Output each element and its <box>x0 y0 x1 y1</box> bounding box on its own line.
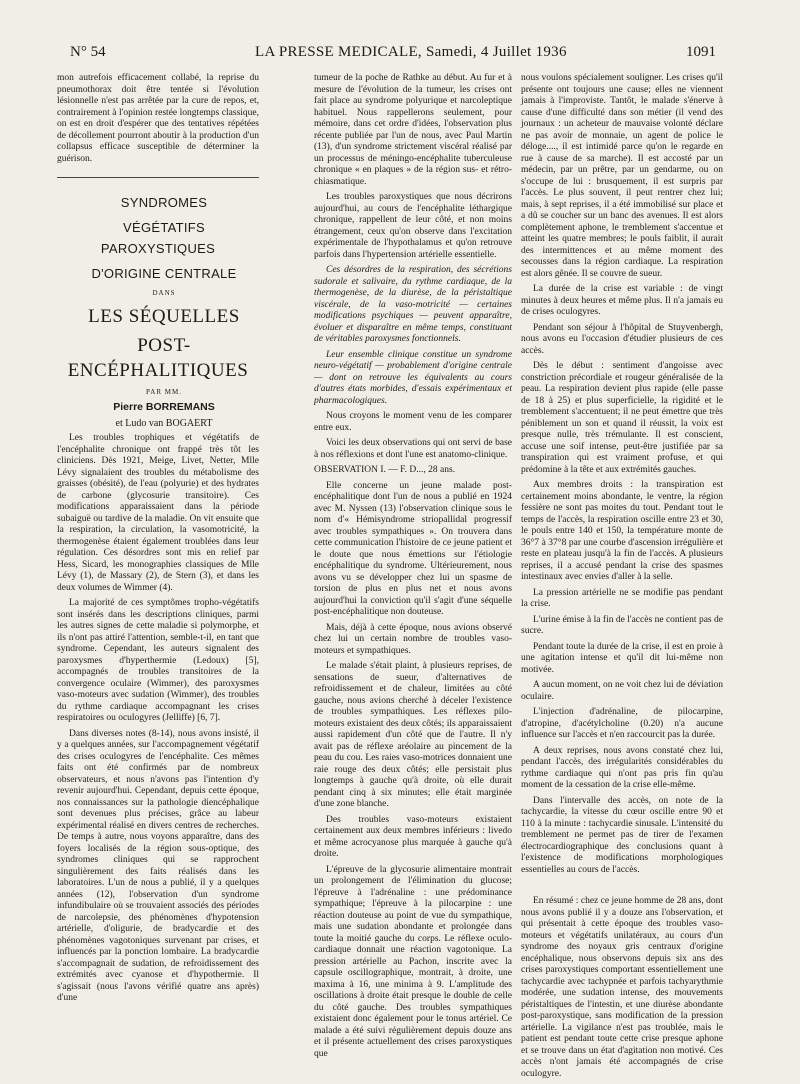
body-paragraph: tumeur de la poche de Rathke au début. Au fur et à mesure de l'évolution de la tumeur, les crises ont fait place au syndrome polyurique et narcoleptique habituel. Nous rappellerons seulement, pour mémoire, dans cet ordre d'idées, l'observation plus récente publiée par l'un de nous, avec Paul Martin (13), d'un syndrome strictement viscéral réalisé par un processus de méningo-encéphalite tuberculeuse chronique « en plaques » de la région sus- et rétro-chiasmatique. <box>314 73 512 187</box>
body-paragraph: Pendant son séjour à l'hôpital de Stuyvenbergh, nous avons eu l'occasion d'étudier plusieurs de ces accès. <box>521 322 723 356</box>
title-big-1: LES SÉQUELLES <box>88 305 240 327</box>
page-header <box>70 44 716 66</box>
body-paragraph: A deux reprises, nous avons constaté chez lui, pendant l'accès, des irrégularités considérables du rythme cardiaque qui n'ont pas pris fin qu'au moment de la cessation de la crise elle-même. <box>521 745 723 790</box>
issue-number: N° 54 <box>70 44 106 60</box>
title-dans: DANS <box>152 289 176 297</box>
title-line-1: SYNDROMES <box>120 195 208 210</box>
body-paragraph: Voici les deux observations qui ont servi de base à nos réflexions et dont l'une est anatomo-clinique. <box>314 438 512 460</box>
body-paragraph: Le malade s'était plaint, à plusieurs reprises, de sensations de sueur, d'alternatives de refroidissement et de chaleur, limitées au côté gauche, nous avions cherché à déceler l'existence de troubles sympathiques. Les réflexes pilo-moteurs existaient des deux côtés; ils apparaissaient aussi rapidement d'un côté que de l'autre. Il n'y avait pas de réflexe aréolaire au pincement de la peau du cou. Les raies vaso-motrices donnaient une raie rouge des deux côtés; elle persistait plus longtemps à gauche qu'à droite, où elle durait pendant cinq à six minutes; elle était marginée d'une zone blanche. <box>314 661 512 809</box>
body-paragraph: Dans l'intervalle des accès, on note de la tachycardie, la vitesse du cœur oscille entre 90 et 110 à la minute : tachycardie sinusale. L'intensité du tremblement ne permet pas de tirer de l'examen électrocardiographique des conclusions quant à l'existence de modifications morphologiques essentielles au cours de l'accès. <box>521 795 723 875</box>
title-line-3: D'ORIGINE CENTRALE <box>91 266 237 281</box>
body-paragraph: L'injection d'adrénaline, de pilocarpine, d'atropine, d'acétylcholine (0.20) n'a aucune influence sur l'accès et n'en raccourcit pas la durée. <box>521 707 723 740</box>
italic-paragraph: Ces désordres de la respiration, des sécrétions sudorale et salivaire, du rythme cardiaque, de la thermogenèse, de la diurèse, de la péristaltique viscérale, de la vaso-motricité — certaines modifications psychiques — peuvent apparaître, évoluer et disparaître en même temps, constituant de véritables paroxysmes fonctionnels. <box>314 265 512 344</box>
body-paragraph: La durée de la crise est variable : de vingt minutes à deux heures et même plus. Il n'a jamais eu de crises oculogyres. <box>521 284 723 317</box>
body-paragraph: A aucun moment, on ne voit chez lui de déviation oculaire. <box>521 680 723 702</box>
title-par: PAR MM. <box>146 387 182 396</box>
body-paragraph: Des troubles vaso-moteurs existaient certainement aux deux membres inférieurs : livedo et même acrocyanose plus marquée à gauche qu'à droite. <box>314 814 512 859</box>
body-paragraph: Pendant toute la durée de la crise, il est en proie à une agitation intense et qu'il dit lui-même non motivée. <box>521 641 723 675</box>
author-2: et Ludo van BOGAERT <box>115 417 213 429</box>
article-title <box>57 192 259 429</box>
journal-title: LA PRESSE MEDICALE, Samedi, 4 Juillet 1936 <box>255 44 567 60</box>
body-paragraph: La pression artérielle ne se modifie pas pendant la crise. <box>521 587 723 609</box>
page-number: 1091 <box>686 44 716 60</box>
column-right <box>521 73 723 1084</box>
body-paragraph: Dès le début : sentiment d'angoisse avec constriction précordiale et rougeur généralisée de la peau. La respiration devient plus rapide (elle passe de 18 à 25) et plus superficielle, la rigidité et le tremblement s'accentuent; il ne peut émettre que très péniblement un son et quand il réussit, la voix est presque nulle, très trémulante. Il est conscient, accuse une soif intense, peut-être justifiée par sa transpiration qui est vraiment profuse, et qui prédomine à la tête et aux extrémités gauches. <box>521 361 723 475</box>
title-big-2: POST-ENCÉPHALITIQUES <box>67 334 249 381</box>
column-middle <box>314 73 512 1064</box>
column-left <box>57 73 259 1009</box>
body-paragraph: Nous croyons le moment venu de les comparer entre eux. <box>314 411 512 433</box>
body-paragraph: Elle concerne un jeune malade post-encéphalitique dont l'un de nous a publié en 1924 avec M. Nyssen (13) l'observation clinique sous le nom d'« Hémisyndrome striopallidal progressif avec troubles sympathiques ». On trouvera dans cette communication l'histoire de ce jeune patient et le doute que nous émettions sur l'étiologie encéphalitique du syndrome. Ultérieurement, nous avons vu se développer chez lui un spasme de torsion de plus en plus net et nous avons aujourd'hui la conviction qu'il s'agit d'une séquelle post-encéphalitique non douteuse. <box>314 480 512 617</box>
body-paragraph: L'urine émise à la fin de l'accès ne contient pas de sucre. <box>521 614 723 636</box>
intro-paragraph: mon autrefois efficacement collabé, la reprise du pneumothorax doit être tentée si l'évolution lésionnelle n'est pas arrêtée par la cure de repos, et, contrairement à l'opinion restée longtemps classique, on est en droit d'espérer que des tentatives répétées de décollement pourront aboutir à la production d'un collapsus efficace susceptible de déterminer la guérison. <box>57 73 259 164</box>
body-paragraph: Aux membres droits : la transpiration est certainement moins abondante, le ventre, la région fessière ne sont pas moites du tout. Pendant tout le temps de l'accès, la respiration oscille entre 23 et 30, le pouls entre 140 et 150, la température monte de 36°7 à 37°8 par une courbe d'ascension irrégulière et reste en plateau jusqu'à la fin de l'accès. A plusieurs reprises, il a accusé pendant la crise des spasmes intestinaux avec envies d'aller à la selle. <box>521 480 723 582</box>
observation-heading: OBSERVATION I. — F. D..., 28 ans. <box>314 465 456 475</box>
italic-paragraph: Leur ensemble clinique constitue un syndrome neuro-végétatif — probablement d'origine centrale — dont on retrouve les équivalents au cours d'autres états morbides, d'essais expérimentaux et pharmacologiques. <box>314 349 512 406</box>
body-paragraph: Dans diverses notes (8-14), nous avons insisté, il y a quelques années, sur l'accompagnement végétatif des crises oculogyres de l'encéphalite. Ces mêmes faits ont été confirmés par de nombreux observateurs, et nous n'avons pas l'intention d'y revenir aujourd'hui. Cependant, depuis cette époque, nos connaissances sur la pathologie diencéphalique sont devenues plus précises, grâce au labeur expérimental réalisé en divers centres de recherches. De temps à autre, nous voyons apparaître, dans des foyers localisés de la région sous-optique, des syndromes cliniques qui se rapprochent singulièrement des faits réalisés dans les laboratoires. L'un de nous a publié, il y a quelques années (12), l'observation d'un syndrome infundibulaire où se trouvaient associés des périodes de narcolepsie, des phénomènes d'hypotension artérielle, d'oligurie, de bradycardie et des phénomènes vagotoniques survenant par crises, et influencés par la ponction lombaire. La bradycardie s'accompagnait de sudation, de refroidissement des extrémités avec cyanose et d'hypothermie. Il s'agissait (nous l'avons vérifié quatre ans après) d'une <box>57 728 259 1003</box>
summary-paragraph: En résumé : chez ce jeune homme de 28 ans, dont nous avons publié il y a douze ans l'observation, et qui présentait à cette époque des troubles vaso-moteurs et végétatifs unilatéraux, au cours d'un syndrome des noyaux gris centraux d'origine encéphalique, nous observons depuis six ans des crises paroxystiques comportant essentiellement une tachycardie avec tachypnée et parfois tachyarythmie modérée, une sudation intense, des mouvements péristaltiques de l'intestin, et une diurèse abondante post-paroxystique, sans modification de la pression artérielle. La vigilance n'est pas troublée, mais le patient est pendant toute cette crise presque aphone et se trouve dans un état d'agitation non motivé. Ces accès n'ont jamais été accompagnés de crise oculogyre. <box>521 896 723 1079</box>
section-divider <box>57 177 259 178</box>
author-1: Pierre BORREMANS <box>113 401 215 413</box>
body-paragraph: La majorité de ces symptômes tropho-végétatifs sont insérés dans les descriptions cliniques, parmi les autres signes de cette maladie si polymorphe, et ils n'ont pas attiré l'attention, semble-t-il, en tant que syndrome. Cependant, les auteurs signalent des paroxysmes d'hyperthermie (Ledoux) [5], accompagnés de troubles transitoires de la convergence oculaire (Wimmer), des paroxysmes vaso-moteurs avec sudation (Wimmer), des troubles du rythme cardiaque accompagnant les crises respiratoires ou oculogyres (Jelliffe) [6, 7]. <box>57 598 259 723</box>
body-paragraph: Mais, déjà à cette époque, nous avions observé chez lui un certain nombre de troubles vaso-moteurs et sympathiques. <box>314 622 512 656</box>
body-paragraph: Les troubles paroxystiques que nous décrirons aujourd'hui, au cours de l'encéphalite léthargique chronique, rappellent de leur côté, et non moins étrangement, ceux qu'on observe dans l'excitation expérimentale de l'hypothalamus et qu'on retrouve parfois dans l'hypertension artérielle essentielle. <box>314 192 512 260</box>
body-paragraph: L'épreuve de la glycosurie alimentaire montrait un prolongement de l'élimination du glucose; l'épreuve à l'adrénaline : une prédominance sympathique; l'épreuve à la pilocarpine : une réaction douteuse au point de vue du sympathique, mais une sudation abondante et prolongée dans toute la moitié gauche du corps. Le réflexe oculo-cardiaque donnait une réaction vagotonique. La pression artérielle au Pachon, inscrite avec la capsule oscillographique, montrait, à droite, une maxima à 16, une minima à 9. L'amplitude des oscillations à droite était presque le double de celle du côté gauche. Des troubles sympathiques existaient donc également pour le tonus artériel. Ce malade a été suivi régulièrement depuis douze ans et il présente actuellement des crises paroxystiques que <box>314 864 512 1059</box>
body-paragraph: Les troubles trophiques et végétatifs de l'encéphalite chronique ont frappé très tôt les cliniciens. Dès 1921, Meige, Livet, Netter, Mlle Lévy signalaient des troubles du métabolisme des graisses (obésité), de l'eau (polyurie) et des hydrates de carbone (glycosurie transitoire). Ces modifications apparaissaient dans la période subaiguë ou tardive de la maladie. On vit ensuite que la respiration, la circulation, la vasomotricité, la thermogenèse étaient également troublées dans leur régulation. Ces désordres sont mis en relief par Hess, Sicard, les monographies classiques de Mlle Lévy (1), de Massary (2), de Stern (3), et dans les deux volumes de Wimmer (4). <box>57 433 259 593</box>
spacer <box>521 880 723 896</box>
title-line-2: VÉGÉTATIFS PAROXYSTIQUES <box>100 220 216 256</box>
body-paragraph: nous voulons spécialement souligner. Les crises qu'il présente ont toujours une cause; elles ne viennent jamais à l'improviste. Tantôt, le malade s'énerve à cause d'une difficulté dans son métier (il vend des journaux : un acheteur de mauvaise volonté déclare ne pas avoir de monnaie, un agent de police le déloge...., il est intimidé parce qu'on le regarde en rue à cause de sa marche). Il est accosté par un médecin, par un prêtre, par un gendarme, ou on s'occupe de lui : brusquement, il est surpris par l'accès. Le plus souvent, il peut rentrer chez lui; mais, à sept reprises, il a été immobilisé sur place et a dû se coucher sur un banc des avenues. Il est alors complètement aphone, le tremblement s'accentue et atteint les quatre membres; le pouls faiblit, il aurait des intermittences et au même moment des secousses dans la région cardiaque. La respiration est alors gênée. Il se couvre de sueur. <box>521 73 723 279</box>
